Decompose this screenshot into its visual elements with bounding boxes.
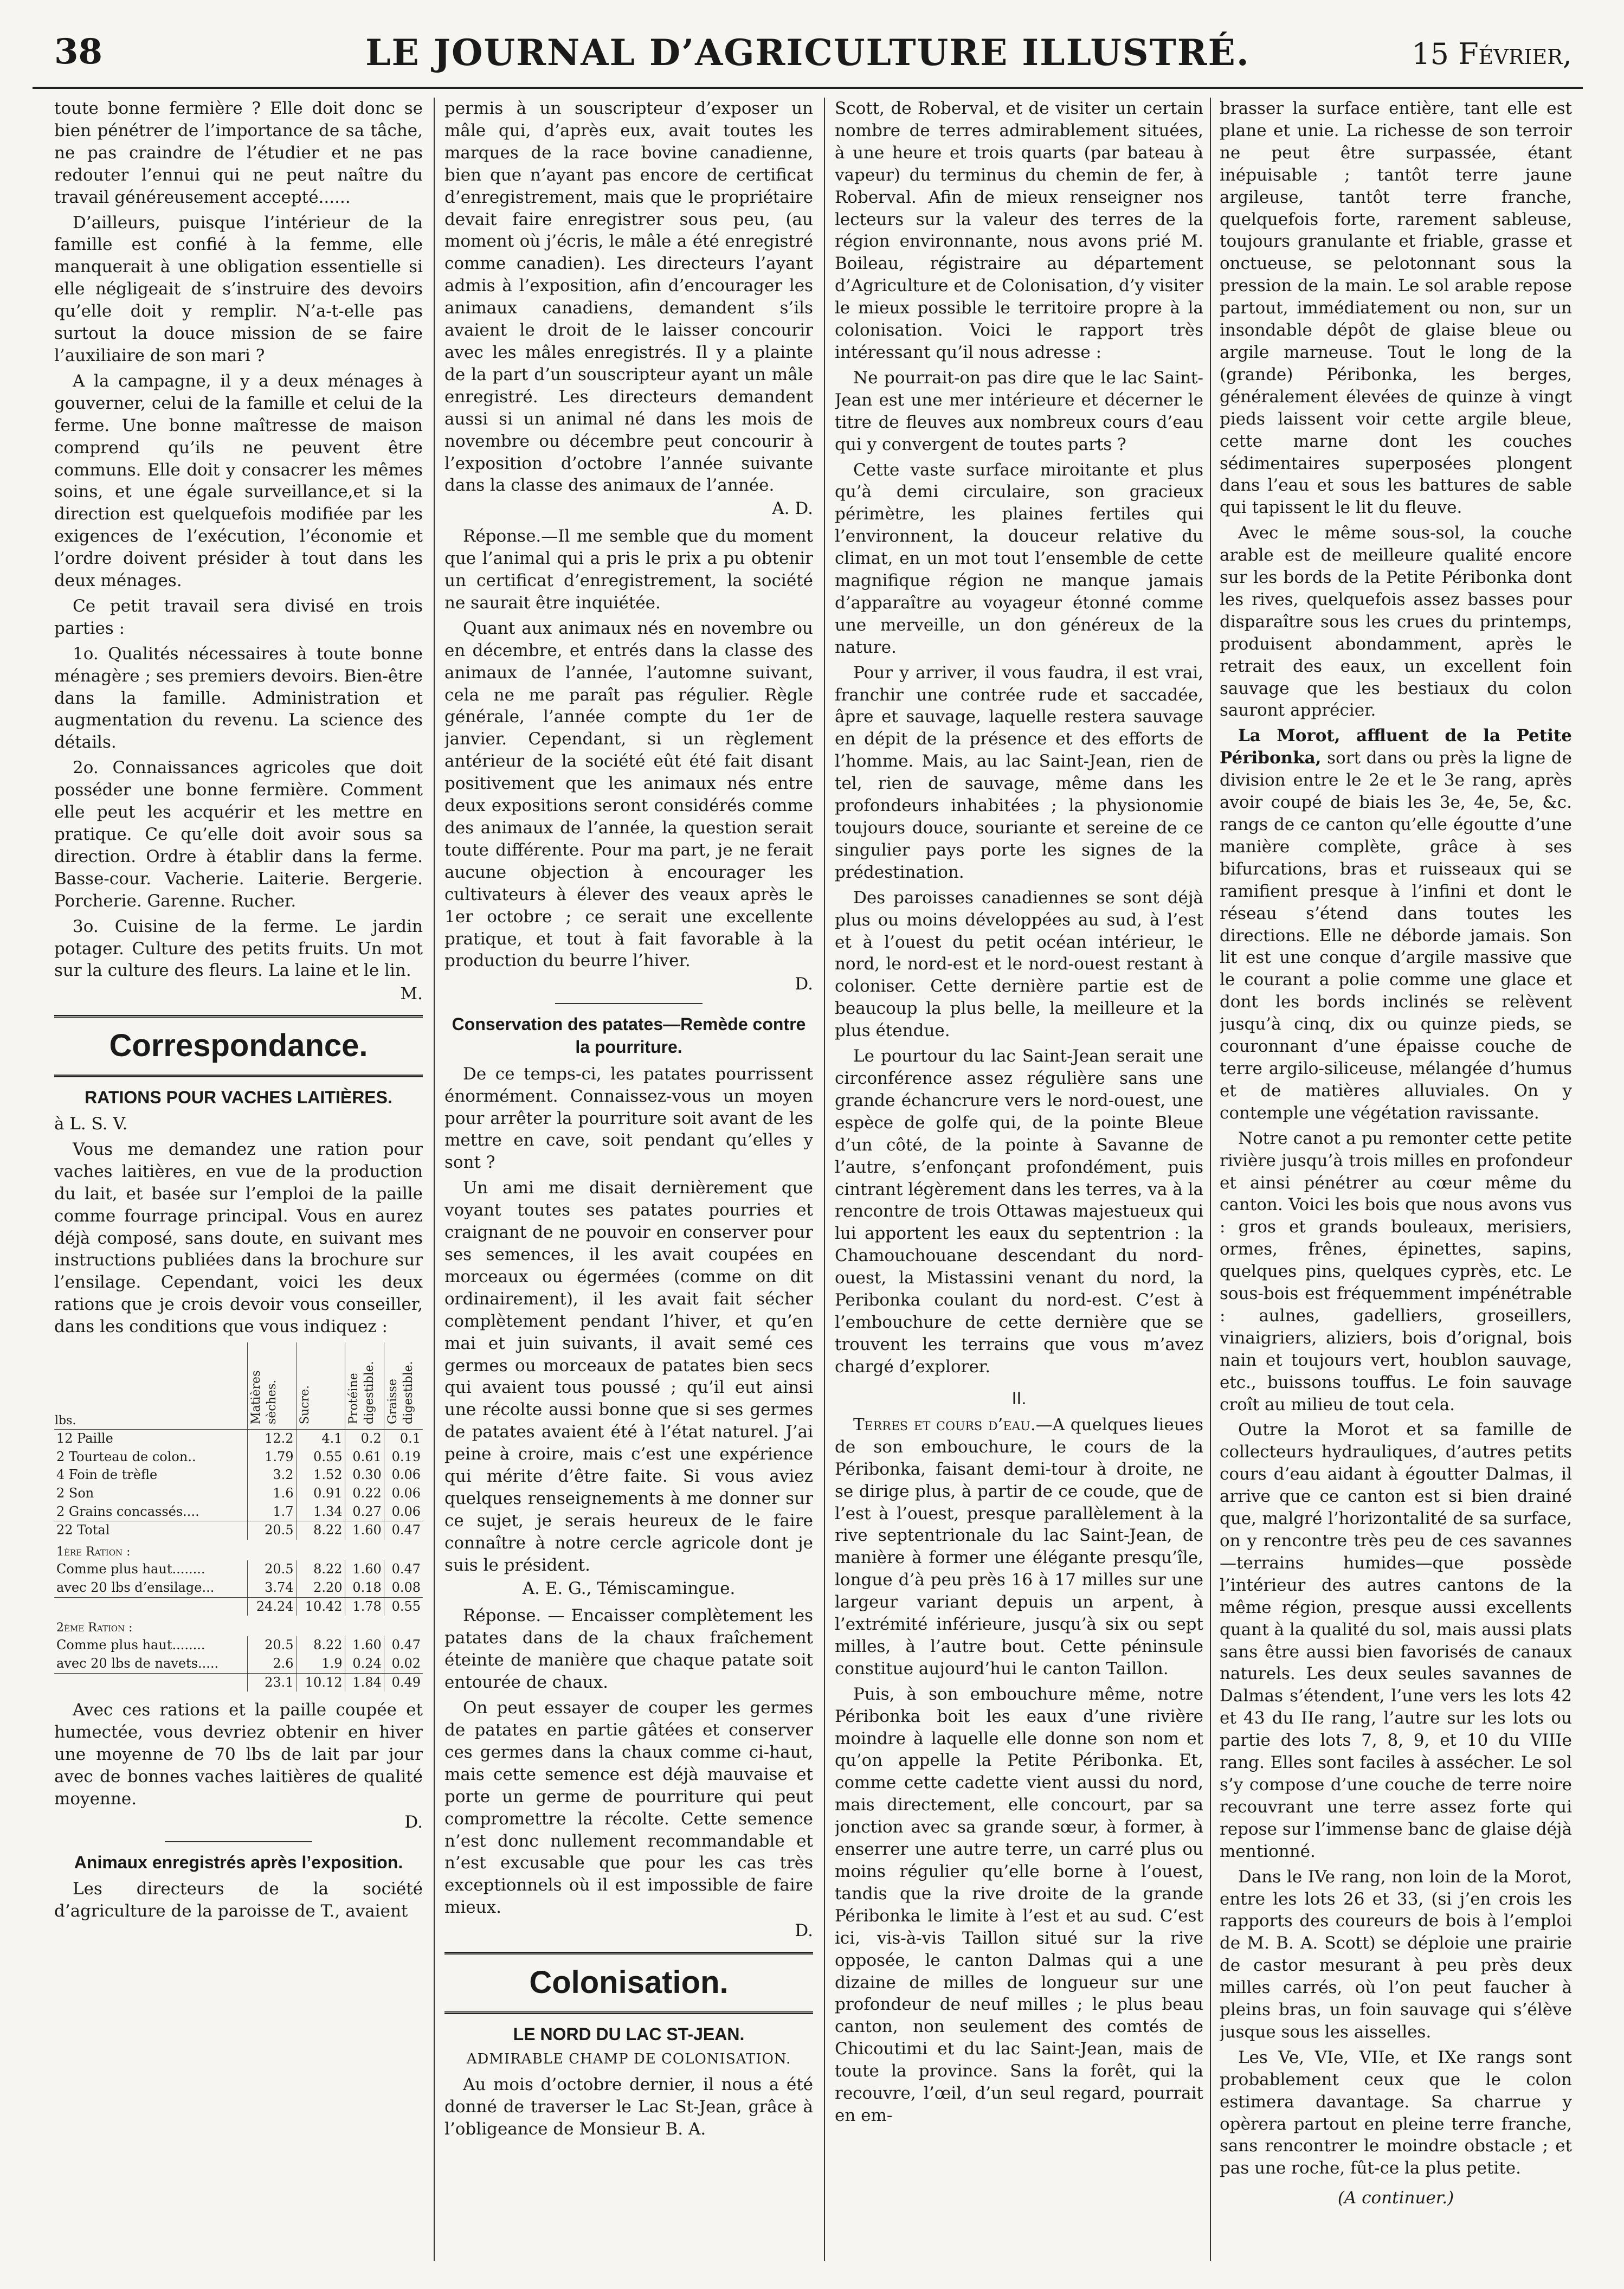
paragraph: 2o. Connaissances agricoles que doit posséder une bonne fermière. Comment elle peut les acquérir et les mettre en pratique. Ce qu’elle doit avoir sous sa direction. Ordre à établir dans la ferme. Basse-cour. Vacherie. Laiterie. Bergerie. Porcherie. Garenne. Rucher. [54,758,423,911]
table-row: avec 20 lbs d’ensilage... 3.74 2.20 0.18 0.08 [54,1579,423,1597]
signature: A. E. G., Témiscamingue. [522,1578,736,1598]
paragraph: Les Ve, VIe, VIIe, et IXe rangs sont probablement ceux que le colon estimera davantage. Sa charrue y opèrera partout en pleine terre franche, sans rencontrer le moindre obstacle ; et pas une roche, fût-ce la plus petite. [1220,2047,1572,2178]
column-1 [54,98,423,2261]
column-rule [1210,98,1211,2261]
paragraph: Scott, de Roberval, et de visiter un certain nombre de terres admirablement situées, à une heure et trois quarts (par bateau à vapeur) du terminus du chemin de fer, à Roberval. Afin de mieux renseigner nos lecteurs sur la valeur des terres de la région environnante, nous avons prié M. Boileau, régistraire au département d’Agriculture et de Colonisation, d’y visiter le mieux possible le territoire propre à la colonisation. Voici le rapport très intéressant qu’il nous adresse : [835,99,1203,362]
paragraph: D’ailleurs, puisque l’intérieur de la famille est confié à la femme, elle manquerait à une obligation essentielle si elle négligeait de s’instruire des devoirs qu’elle doit y remplir. N’a-t-elle pas surtout la douce mission de se faire l’auxiliaire de son mari ? [54,213,423,365]
column-4 [1220,98,1572,2261]
signature: A. D. [772,499,813,519]
column-2 [444,98,813,2261]
paragraph: 3o. Cuisine de la ferme. Le jardin potager. Culture des petits fruits. Un mot sur la culture des fleurs. La laine et le lin. [54,916,423,981]
table-row: avec 20 lbs de navets..... 2.6 1.9 0.24 0.02 [54,1655,423,1673]
paragraph [1220,725,1572,1124]
paragraph: Outre la Morot et sa famille de collecteurs hydrauliques, d’autres petits cours d’eau aidant à égoutter Dalmas, il arrive que ce canton est si bien drainé que, malgré l’horizontalité de sa surface, on y rencontre très peu de ces savannes—terrains humides—que possède l’intérieur des autres cantons de la même région, presque aussi excellents quant à la qualité du sol, mais aussi plats sans être aussi bien favorisés de canaux naturels. Les deux seules savannes de Dalmas s’étendent, l’une vers les lots 42 et 43 du IIe rang, l’autre sur les lots ou partie des lots 7, 8, 9, et 10 du VIIIe rang. Elles sont faciles à assécher. Le sol s’y compose d’une couche de terre noire recouvrant une terre assez forte qui repose sur l’immense banc de glaise déjà mentionné. [1220,1420,1572,1861]
table-header: lbs. [54,1342,247,1430]
signature: D. [795,974,813,994]
table-row: 12 Paille 12.2 4.1 0.2 0.1 [54,1430,423,1448]
paragraph: Puis, à son embouchure même, notre Péribonka boit les eaux d’une rivière moindre à laquelle elle donne son nom et qu’on appelle la Petite Péribonka. Et, comme cette cadette vient aussi du nord, mais directement, elle concourt, par sa jonction avec sa grande sœur, à former, à enserrer une autre terre, un carré plus ou moins régulier qu’elle borne à l’ouest, tandis que la rive droite de la grande Péribonka le limite à l’est et au sud. C’est ici, vis-à-vis Taillon situé sur la rive opposée, le canton Dalmas qui a une dizaine de milles de longueur sur une profondeur de neuf milles ; le plus beau canton, non seulement des comtés de Chicoutimi et du lac Saint-Jean, mais de toute la province. Sans la forêt, qui la recouvre, l’œil, d’un seul regard, pourrait en em- [835,1684,1203,2125]
section-title-colonisation: Colonisation. [444,1952,813,2014]
column-rule [824,98,825,2261]
paragraph-text: —A quelques lieues de son embouchure, le cours de la Péribonka, faisant demi-tour à droite, ne se dirige plus, à partir de ce coude, que de l’est à l’ouest, presque parallèlement à la rive septentrionale du lac Saint-Jean, de manière à former une élégante presqu’île, longue d’à peu près 16 à 17 milles sur une largeur variant depuis un arpent, à l’extrémité inférieure, jusqu’à six ou sept milles, à l’autre bout. Cette péninsule constitue aujourd’hui le canton Taillon. [835,1414,1203,1679]
paragraph: Ce petit travail sera divisé en trois parties : [54,596,423,638]
table-header: Protéine digestible. [345,1342,384,1430]
article-title-nord: LE NORD DU LAC ST-JEAN. [513,2024,745,2044]
paragraph: Un ami me disait dernièrement que voyant toutes ses patates pourries et craignant de ne pouvoir en conserver pour ses semences, il les avait coupées en morceaux ou égermées (comme on dit ordinairement), il les avait fait sécher complètement pendant l’hiver, et qu’en mai et juin suivants, il avait semé ces germes ou morceaux de patates bien secs qui avaient tous poussé ; qu’il eut ainsi une récolte aussi bonne que si ses germes de patates avaient été à l’état naturel. J’ai peine à croire, mais c’est une expérience qui mérite d’être faite. Si vous aviez quelques renseignements à me donner sur ce sujet, je serais heureux de le faire connaître à notre cercle agricole dont je suis le président. [444,1178,813,1575]
ration-table [54,1342,423,1692]
paragraph: Quant aux animaux nés en novembre ou en décembre, et entrés dans la classe des animaux de l’année, l’automne suivant, cela ne me paraît pas régulier. Règle générale, l’année compte du 1er de janvier. Cependant, si un règlement antérieur de la société eût été fait disant positivement que les animaux nés entre deux expositions seront considérés comme des animaux de l’année, la question serait toute différente. Pour ma part, je ne ferait aucune objection à encourager les cultivateurs à élever des veaux après le 1er octobre ; ce serait une excellente pratique, et tout à fait favorable à la production du beurre l’hiver. [444,618,813,971]
page-header [33,16,1583,89]
continued-note: (A continuer.) [1337,2188,1454,2208]
divider [165,1841,312,1842]
table-row: 2 Tourteau de colon.. 1.79 0.55 0.61 0.19 [54,1448,423,1467]
table-header: Matières sèches. [247,1342,296,1430]
table-header: Graisse digestible. [384,1342,423,1430]
page-number: 38 [54,31,103,72]
article-title-rations: RATIONS POUR VACHES LAITIÈRES. [85,1087,392,1107]
paragraph: A la campagne, il y a deux ménages à gouverner, celui de la famille et celui de la ferme. Une bonne maîtresse de maison comprend qu’ils ne peuvent être communs. Elle doit y consacrer les mêmes soins, et une égale surveillance,et si la direction est quelquefois modifiée par les exigences de l’exécution, l’économie et l’ordre doivent présider à tout dans les deux ménages. [54,371,423,591]
paragraph: Des paroisses canadiennes se sont déjà plus ou moins développées au sud, à l’est et à l’ouest du petit océan intérieur, le nord, le nord-est et le nord-ouest restant à coloniser. Cette dernière partie est de beaucoup la plus belle, la meilleure et la plus étendue. [835,888,1203,1041]
table-total-row: 24.24 10.42 1.78 0.55 [54,1597,423,1616]
section-title-correspondance: Correspondance. [54,1015,423,1077]
table-total-row: 22 Total 20.5 8.22 1.60 0.47 [54,1521,423,1540]
paragraph: Au mois d’octobre dernier, il nous a été donné de traverser le Lac St-Jean, grâce à l’obligeance de Monsieur B. A. [444,2075,813,2139]
run-in-heading: La Morot, affluent de la Petite Péribonka, [1220,726,1572,768]
paragraph: Cette vaste surface miroitante et plus qu’à demi circulaire, son gracieux périmètre, les plaines fertiles qui l’environnent, la douceur relative du climat, en un mot tout l’ensemble de cette magnifique région ne manque jamais d’apparaître au voyageur étonné comme une merveille, un don généreux de la nature. [835,460,1203,657]
column-rule [434,98,435,2261]
paragraph: Avec ces rations et la paille coupée et humectée, vous devriez obtenir en hiver une moyenne de 70 lbs de lait par jour avec de bonnes vaches laitières de qualité moyenne. [54,1700,423,1809]
paragraph: Notre canot a pu remonter cette petite rivière jusqu’à trois milles en profondeur et ainsi pénétrer au cœur même du canton. Voici les bois que nous avons vus : gros et grands bouleaux, merisiers, ormes, frênes, épinettes, sapins, quelques pins, quelques cyprès, etc. Le sous-bois est fréquemment impénétrable : aulnes, gadelliers, groseillers, vinaigriers, aliziers, bois d’orignal, bois nain et toujours vert, houblon sauvage, etc., buissons touffus. Le foin sauvage croît au milieu de tout cela. [1220,1128,1572,1414]
paragraph: Réponse.—Il me semble que du moment que l’animal qui a pris le prix a pu obtenir un certificat d’enregistrement, la société ne saurait être inquiétée. [444,526,813,613]
addressee: à L. S. V. [54,1114,128,1134]
article-title-patates: Conservation des patates—Remède contre la pourriture. [452,1014,806,1057]
table-header: Sucre. [296,1342,345,1430]
paragraph: Ne pourrait-on pas dire que le lac Saint-Jean est une mer intérieure et décerner le titre de fleuves aux nombreux cours d’eau qui y convergent de toutes parts ? [835,368,1203,454]
issue-date: 15 Février, [1412,37,1572,71]
paragraph: Le pourtour du lac Saint-Jean serait une circonférence assez régulière sans une grande échancrure vers le nord-ouest, une espèce de golfe qui, de la pointe Bleue d’un côté, de la pointe à Savanne de l’autre, s’enfonçant profondément, puis cintrant légèrement dans les terres, va à la rencontre de trois Ottawas majestueux qui lui apportent les eaux du septentrion : la Chamouchouane descendant du nord-ouest, la Mistassini venant du nord, la Peribonka coulant du nord-est. C’est à l’embouchure de cette dernière que se trouvent les terrains que vous m’avez chargé d’explorer. [835,1046,1203,1377]
paragraph: Les directeurs de la société d’agriculture de la paroisse de T., avaient [54,1879,423,1921]
table-row: Comme plus haut........ 20.5 8.22 1.60 0.47 [54,1636,423,1655]
paragraph [835,1414,1203,1680]
paragraph: toute bonne fermière ? Elle doit donc se bien pénétrer de l’importance de sa tâche, ne pas craindre de l’étudier et ne pas redouter l’ennui qui ne peut naître du travail généreusement accepté...... [54,99,423,207]
column-3 [835,98,1203,2261]
table-total-row: 23.1 10.12 1.84 0.49 [54,1673,423,1692]
paragraph: Vous me demandez une ration pour vaches laitières, en vue de la production du lait, et basée sur l’emploi de la paille comme fourrage principal. Vous en aurez déjà composé, sans doute, en suivant mes instructions publiées dans la brochure sur l’ensilage. Cependant, voici les deux rations que je crois devoir vous conseiller, dans les conditions que vous indiquez : [54,1139,423,1337]
article-title-animaux: Animaux enregistrés après l’exposition. [74,1852,403,1872]
paragraph: De ce temps-ci, les patates pourrissent énormément. Connaissez-vous un moyen pour arrêter la pourriture soit avant de les mettre en cave, soit pendant qu’elles y sont ? [444,1064,813,1173]
article-subtitle: ADMIRABLE CHAMP DE COLONISATION. [466,2050,791,2067]
table-row: 2 Son 1.6 0.91 0.22 0.06 [54,1484,423,1503]
run-in-heading: Terres et cours d’eau. [853,1414,1036,1435]
table-row: 2 Grains concassés.... 1.7 1.34 0.27 0.06 [54,1503,423,1521]
paragraph: Réponse. — Encaisser complètement les patates dans de la chaux fraîchement éteinte de manière que chaque patate soit entourée de chaux. [444,1606,813,1693]
divider [555,1003,703,1004]
paragraph: Dans le IVe rang, non loin de la Morot, entre les lots 26 et 33, (si j’en crois les rapports des coureurs de bois à l’emploi de M. B. A. Scott) se déploie une prairie de castor mesurant à peu près deux milles carrés, où l’on peut faucher à pleins bras, un foin sauvage qui s’élève jusque sous les aisselles. [1220,1867,1572,2042]
paragraph: brasser la surface entière, tant elle est plane et unie. La richesse de son terroir ne peut être surpassée, étant inépuisable ; tantôt terre jaune argileuse, tantôt terre franche, quelquefois forte, rarement sableuse, toujours granulante et friable, grasse et onctueuse, se pelotonnant sous la pression de la main. Le sol arable repose partout, immédiatement ou non, sur un insondable dépôt de glaise bleue ou argile marneuse. Tout le long de la (grande) Péribonka, les berges, généralement élevées de quinze à vingt pieds laissent voir cette argile bleue, cette marne dont les couches sédimentaires superposées plongent dans l’eau et sous les battures de sable qui tapissent le lit du fleuve. [1220,99,1572,518]
paragraph: permis à un souscripteur d’exposer un mâle qui, d’après eux, avait toutes les marques de la race bovine canadienne, bien que n’ayant pas encore de certificat d’enregistrement, mais que le propriétaire devait faire enregistrer sous peu, (au moment où j’écris, le mâle a été enregistré comme canadien). Les directeurs l’ayant admis à l’exposition, afin d’encourager les animaux canadiens, demandent s’ils avaient le droit de le laisser concourir avec les mâles enregistrés. Il y a plainte de la part d’un souscripteur ayant un mâle enregistré. Les directeurs demandent aussi si un animal né dans les mois de novembre ou décembre peut concourir à l’exposition d’octobre l’année suivante dans la classe des animaux de l’année. [444,99,813,496]
table-section-label: 1ère Ration : [56,1545,131,1559]
signature: D. [404,1812,423,1832]
table-section-label: 2ème Ration : [56,1621,133,1635]
signature: M. [400,984,423,1004]
paragraph: 1o. Qualités nécessaires à toute bonne ménagère ; ses premiers devoirs. Bien-être dans la famille. Administration et augmentation du revenu. La science des détails. [54,644,423,753]
paragraph: Avec le même sous-sol, la couche arable est de meilleure qualité encore sur les bords de la Petite Péribonka dont les rives, quelquefois assez basses pour disparaître sous les crues du printemps, produisent abondamment, après le retrait des eaux, un excellent foin sauvage que les bestiaux du colon sauront apprécier. [1220,523,1572,721]
signature: D. [795,1921,813,1941]
roman-numeral: II. [1011,1388,1027,1408]
table-row: Comme plus haut........ 20.5 8.22 1.60 0.47 [54,1560,423,1579]
paragraph: On peut essayer de couper les germes de patates en partie gâtées et conserver ces germes dans la chaux comme ci-haut, mais cette semence est déjà mauvaise et porte un germe de pourriture qui peut compromettre la récolte. Cette semence n’est donc nullement recommandable et n’est excusable que pour les cas très exceptionnels où il est impossible de faire mieux. [444,1698,813,1918]
journal-title: LE JOURNAL D’AGRICULTURE ILLUSTRÉ. [365,31,1250,74]
paragraph-text: sort dans ou près la ligne de division entre le 2e et le 3e rang, après avoir coupé de biais les 3e, 4e, 5e, &c. rangs de ce canton qu’elle égoutte d’une manière complète, grâce à ses bifurcations, bras et ruisseaux qui se ramifient presque à l’infini et dont le réseau s’étend dans toutes les directions. Elle ne déborde jamais. Son lit est une conque d’argile massive que le courant a polie comme une glace et dont les bords inclinés se relèvent jusqu’à cinq, dix ou quinze pieds, se couronnant d’une épaisse couche de terre argilo-siliceuse, mélangée d’humus et de matières alluviales. On y contemple une végétation ravissante. [1220,748,1572,1123]
table-row: 4 Foin de trèfle 3.2 1.52 0.30 0.06 [54,1466,423,1484]
paragraph: Pour y arriver, il vous faudra, il est vrai, franchir une contrée rude et saccadée, âpre et sauvage, laquelle restera sauvage en dépit de la présence et des efforts de l’homme. Mais, au lac Saint-Jean, rien de tel, rien de sauvage, même dans les profondeurs inhabitées ; la physionomie toujours douce, souriante et sereine de ce singulier pays porte les signes de la prédestination. [835,663,1203,882]
